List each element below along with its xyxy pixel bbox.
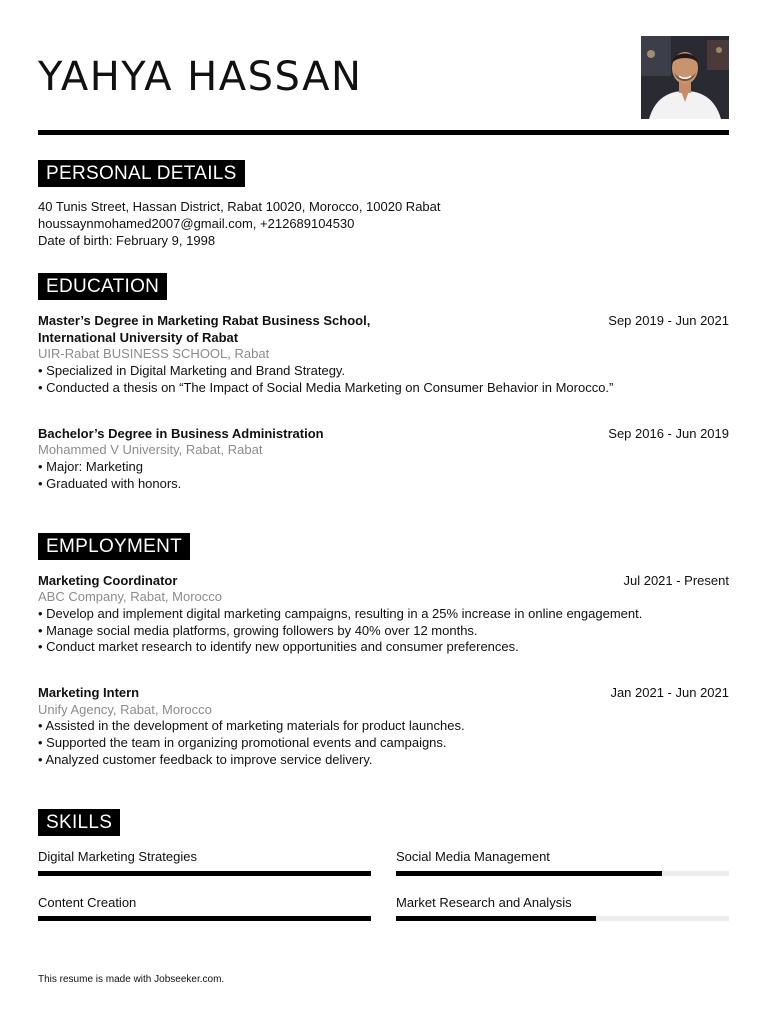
employment-bullet: • Supported the team in organizing promotional events and campaigns. [38,735,447,750]
school-name: Mohammed V University, Rabat, Rabat [38,442,263,457]
education-dates: Sep 2019 - Jun 2021 [608,313,729,328]
skill-level-bar [396,916,729,921]
header-divider [38,130,729,135]
employment-bullet: • Assisted in the development of marketing materials for product launches. [38,718,465,733]
contact-text: houssaynmohamed2007@gmail.com, +212689104530 [38,216,355,231]
education-bullet: • Major: Marketing [38,459,143,474]
footer-credit: This resume is made with Jobseeker.com. [38,974,225,985]
profile-photo-image [641,36,729,119]
education-dates: Sep 2016 - Jun 2019 [608,426,729,441]
company-name: Unify Agency, Rabat, Morocco [38,702,212,717]
skill-level-bar [38,916,371,921]
section-title-skills: SKILLS [38,809,120,836]
skill-level-bar [396,871,729,876]
skill-label: Digital Marketing Strategies [38,849,197,864]
section-title-personal: PERSONAL DETAILS [38,160,245,187]
education-bullet: • Conducted a thesis on “The Impact of Social Media Marketing on Consumer Behavior in Morocco.” [38,380,614,395]
profile-photo [641,36,729,119]
school-name: UIR-Rabat BUSINESS SCHOOL, Rabat [38,346,270,361]
skill-label: Content Creation [38,895,137,910]
section-title-education: EDUCATION [38,273,167,300]
employment-dates: Jul 2021 - Present [623,573,729,588]
job-title: Marketing Coordinator [38,573,178,588]
employment-bullet: • Analyzed customer feedback to improve service delivery. [38,752,373,767]
degree-title-continued: International University of Rabat [38,330,239,345]
education-bullet: • Graduated with honors. [38,476,182,491]
skill-level-fill [38,871,371,876]
address-text: 40 Tunis Street, Hassan District, Rabat 10020, Morocco, 10020 Rabat [38,199,441,214]
job-title: Marketing Intern [38,685,140,700]
education-bullet: • Specialized in Digital Marketing and Brand Strategy. [38,363,346,378]
birth-date-text: Date of birth: February 9, 1998 [38,233,216,248]
skill-level-fill [396,916,596,921]
skill-label: Market Research and Analysis [396,895,572,910]
section-title-employment: EMPLOYMENT [38,533,190,560]
employment-dates: Jan 2021 - Jun 2021 [610,685,729,700]
skill-label: Social Media Management [396,849,550,864]
employment-bullet: • Manage social media platforms, growing followers by 40% over 12 months. [38,623,478,638]
skill-level-bar [38,871,371,876]
employment-bullet: • Develop and implement digital marketing campaigns, resulting in a 25% increase in online engagement. [38,606,643,621]
candidate-name: YAHYA HASSAN [38,54,363,100]
degree-title: Bachelor’s Degree in Business Administration [38,426,324,441]
skill-level-fill [396,871,662,876]
degree-title: Master’s Degree in Marketing Rabat Business School, [38,313,371,328]
skill-level-fill [38,916,371,921]
company-name: ABC Company, Rabat, Morocco [38,589,222,604]
employment-bullet: • Conduct market research to identify new opportunities and consumer preferences. [38,639,519,654]
